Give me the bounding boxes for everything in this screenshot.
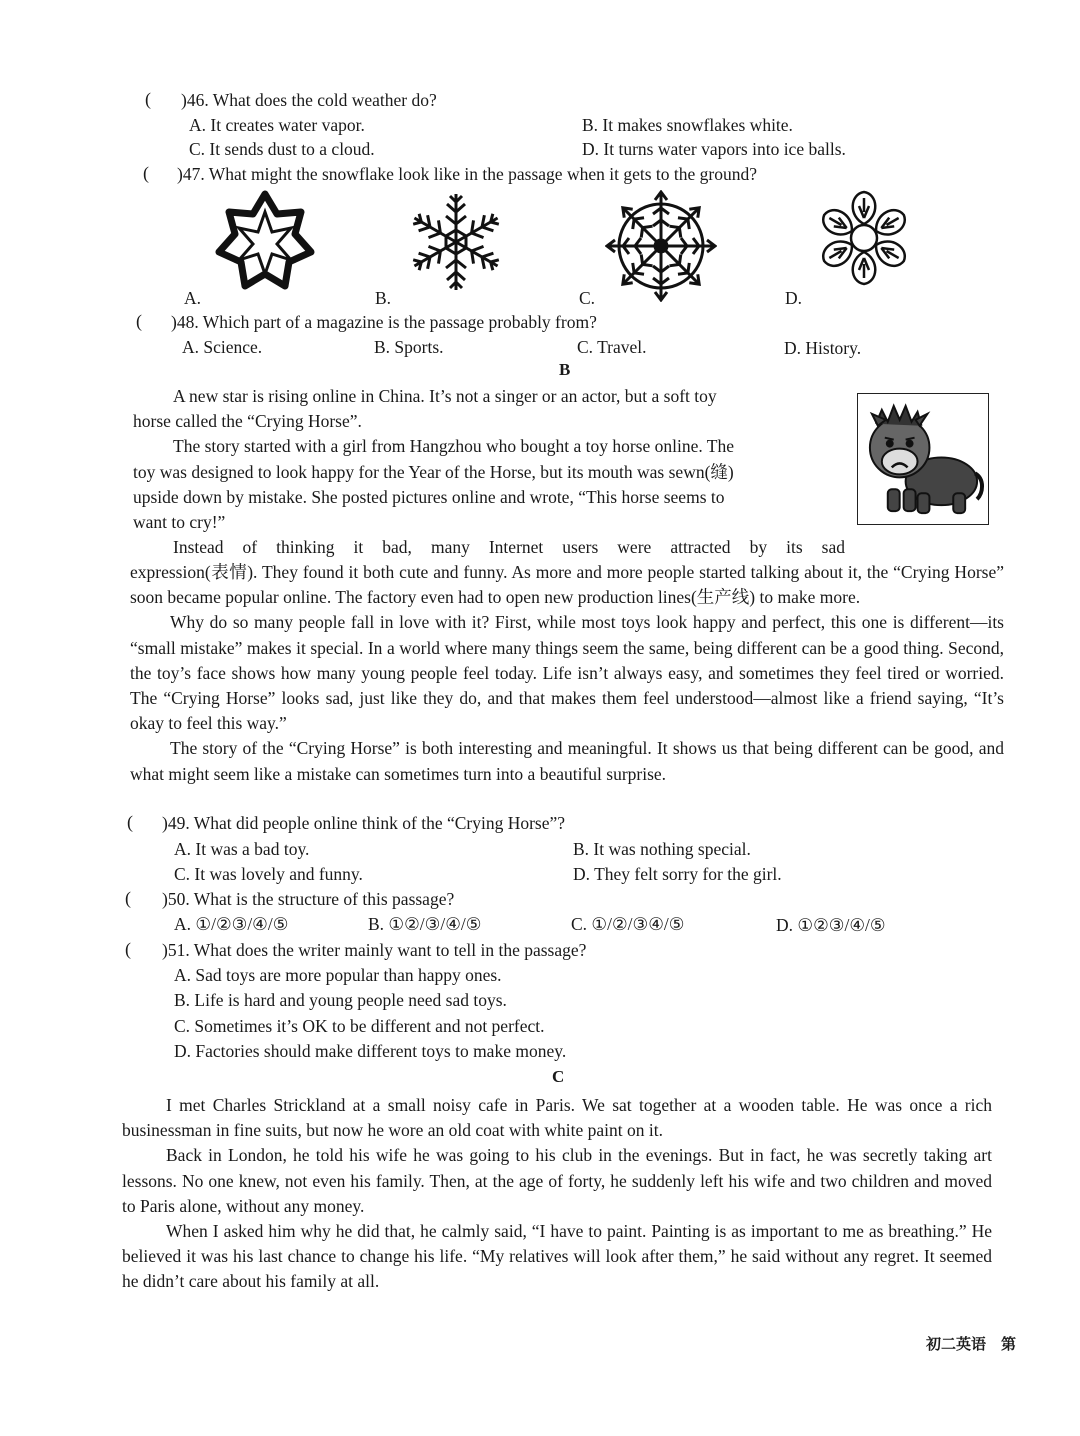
b-p1-line1: A new star is rising online in China. It’s not a singer or an actor, but a soft toy — [173, 386, 717, 406]
q51-option-a: A. Sad toys are more popular than happy ones. — [174, 965, 502, 985]
q47-label-b: B. — [375, 288, 392, 308]
q47-label-a: A. — [184, 288, 202, 308]
section-c-title: C — [552, 1067, 565, 1086]
q47-answer-paren[interactable]: ( — [143, 163, 149, 183]
section-b-title: B — [559, 360, 571, 379]
q49-stem: )49. What did people online think of the “Crying Horse”? — [162, 813, 566, 833]
snowflake-b-icon — [404, 190, 508, 294]
q46-answer-paren[interactable]: ( — [145, 89, 151, 109]
q48-option-c: C. Travel. — [577, 337, 647, 357]
q48-option-a: A. Science. — [182, 337, 263, 357]
q48-stem: )48. Which part of a magazine is the passage probably from? — [171, 312, 597, 332]
q50-option-a: A. ①/②③/④/⑤ — [174, 914, 289, 934]
b-p2-line3: upside down by mistake. She posted pictures online and wrote, “This horse seems to — [133, 486, 725, 507]
section-b-body — [130, 560, 1004, 787]
c-p3: When I asked him why he did that, he calmly said, “I have to paint. Painting is as important to me as breathing.” He believed it was his last chance to change his life. “My relatives will look after them,” he said without any regret. It seemed he didn’t care about his family at all. — [122, 1221, 992, 1292]
q47-label-c: C. — [579, 288, 596, 308]
q46-option-d: D. It turns water vapors into ice balls. — [582, 139, 846, 159]
snowflake-c-icon — [605, 190, 717, 302]
q51-option-d: D. Factories should make different toys to make money. — [174, 1041, 567, 1061]
q49-answer-paren[interactable]: ( — [127, 812, 133, 832]
section-b-intro — [133, 384, 845, 560]
crying-horse-image — [857, 393, 989, 525]
b-p2-line1: The story started with a girl from Hangzhou who bought a toy horse online. The — [173, 436, 735, 457]
q50-option-b: B. ①②/③/④/⑤ — [368, 914, 482, 934]
page-footer: 初二英语 第 — [926, 1335, 1017, 1353]
q49-option-d: D. They felt sorry for the girl. — [573, 864, 782, 884]
snowflake-d-icon — [808, 190, 920, 286]
b-p1-line2: horse called the “Crying Horse”. — [133, 411, 362, 432]
q51-answer-paren[interactable]: ( — [125, 939, 131, 959]
q46-option-a: A. It creates water vapor. — [189, 115, 365, 135]
q50-option-c: C. ①/②/③④/⑤ — [571, 914, 685, 934]
q46-option-b: B. It makes snowflakes white. — [582, 115, 793, 135]
q51-option-b: B. Life is hard and young people need sad toys. — [174, 990, 507, 1010]
q46-stem: )46. What does the cold weather do? — [181, 90, 437, 110]
b-p4: Why do so many people fall in love with it? First, while most toys look happy and perfect, this one is different—its “small mistake” makes it special. In a world where many things seem the same, being different can be a good thing. Second, the toy’s face shows how many young people feel today. Life isn’t always easy, and sometimes they feel tired or worried. The “Crying Horse” looks sad, just like they do, and that makes them feel understood—almost like a friend saying, “It’s okay to feel this way.” — [130, 612, 1004, 734]
snowflake-a-icon — [213, 190, 317, 294]
q49-option-b: B. It was nothing special. — [573, 839, 751, 859]
q48-option-b: B. Sports. — [374, 337, 444, 357]
q50-answer-paren[interactable]: ( — [125, 888, 131, 908]
q46-option-c: C. It sends dust to a cloud. — [189, 139, 375, 159]
crying-horse-toy-icon — [858, 394, 987, 523]
b-p5: The story of the “Crying Horse” is both interesting and meaningful. It shows us that being different can be good, and what might seem like a mistake can sometimes turn into a beautiful surprise. — [130, 738, 1004, 784]
q50-option-d: D. ①②③/④/⑤ — [776, 915, 886, 935]
q49-option-a: A. It was a bad toy. — [174, 839, 310, 859]
q49-option-c: C. It was lovely and funny. — [174, 864, 363, 884]
section-c-body — [122, 1093, 992, 1295]
c-p1: I met Charles Strickland at a small noisy cafe in Paris. We sat together at a wooden table. He was once a rich businessman in fine suits, but now he wore an old coat with white paint on it. — [122, 1095, 992, 1141]
q50-stem: )50. What is the structure of this passage? — [162, 889, 455, 909]
b-p2-line2: toy was designed to look happy for the Year of the Horse, but its mouth was sewn(缝) — [133, 461, 734, 482]
q47-label-d: D. — [785, 288, 803, 308]
q47-stem: )47. What might the snowflake look like in the passage when it gets to the ground? — [177, 164, 757, 184]
b-p3-rest: expression(表情). They found it both cute and funny. As more and more people started talking about it, the “Crying Horse” soon became popular online. The factory even had to open new production lines(生产线) to make more. — [130, 562, 1004, 608]
q51-stem: )51. What does the writer mainly want to tell in the passage? — [162, 940, 587, 960]
b-p3-line1: Instead of thinking it bad, many Internet users were attracted by its sad — [173, 537, 845, 558]
c-p2: Back in London, he told his wife he was going to his club in the evenings. But in fact, he was secretly taking art lessons. No one knew, not even his family. Then, at the age of forty, he suddenly left his wife and two children and moved to Paris alone, without any money. — [122, 1145, 992, 1216]
q48-answer-paren[interactable]: ( — [136, 311, 142, 331]
b-p2-line4: want to cry!” — [133, 512, 226, 533]
q51-option-c: C. Sometimes it’s OK to be different and not perfect. — [174, 1016, 545, 1036]
q48-option-d: D. History. — [784, 338, 862, 358]
